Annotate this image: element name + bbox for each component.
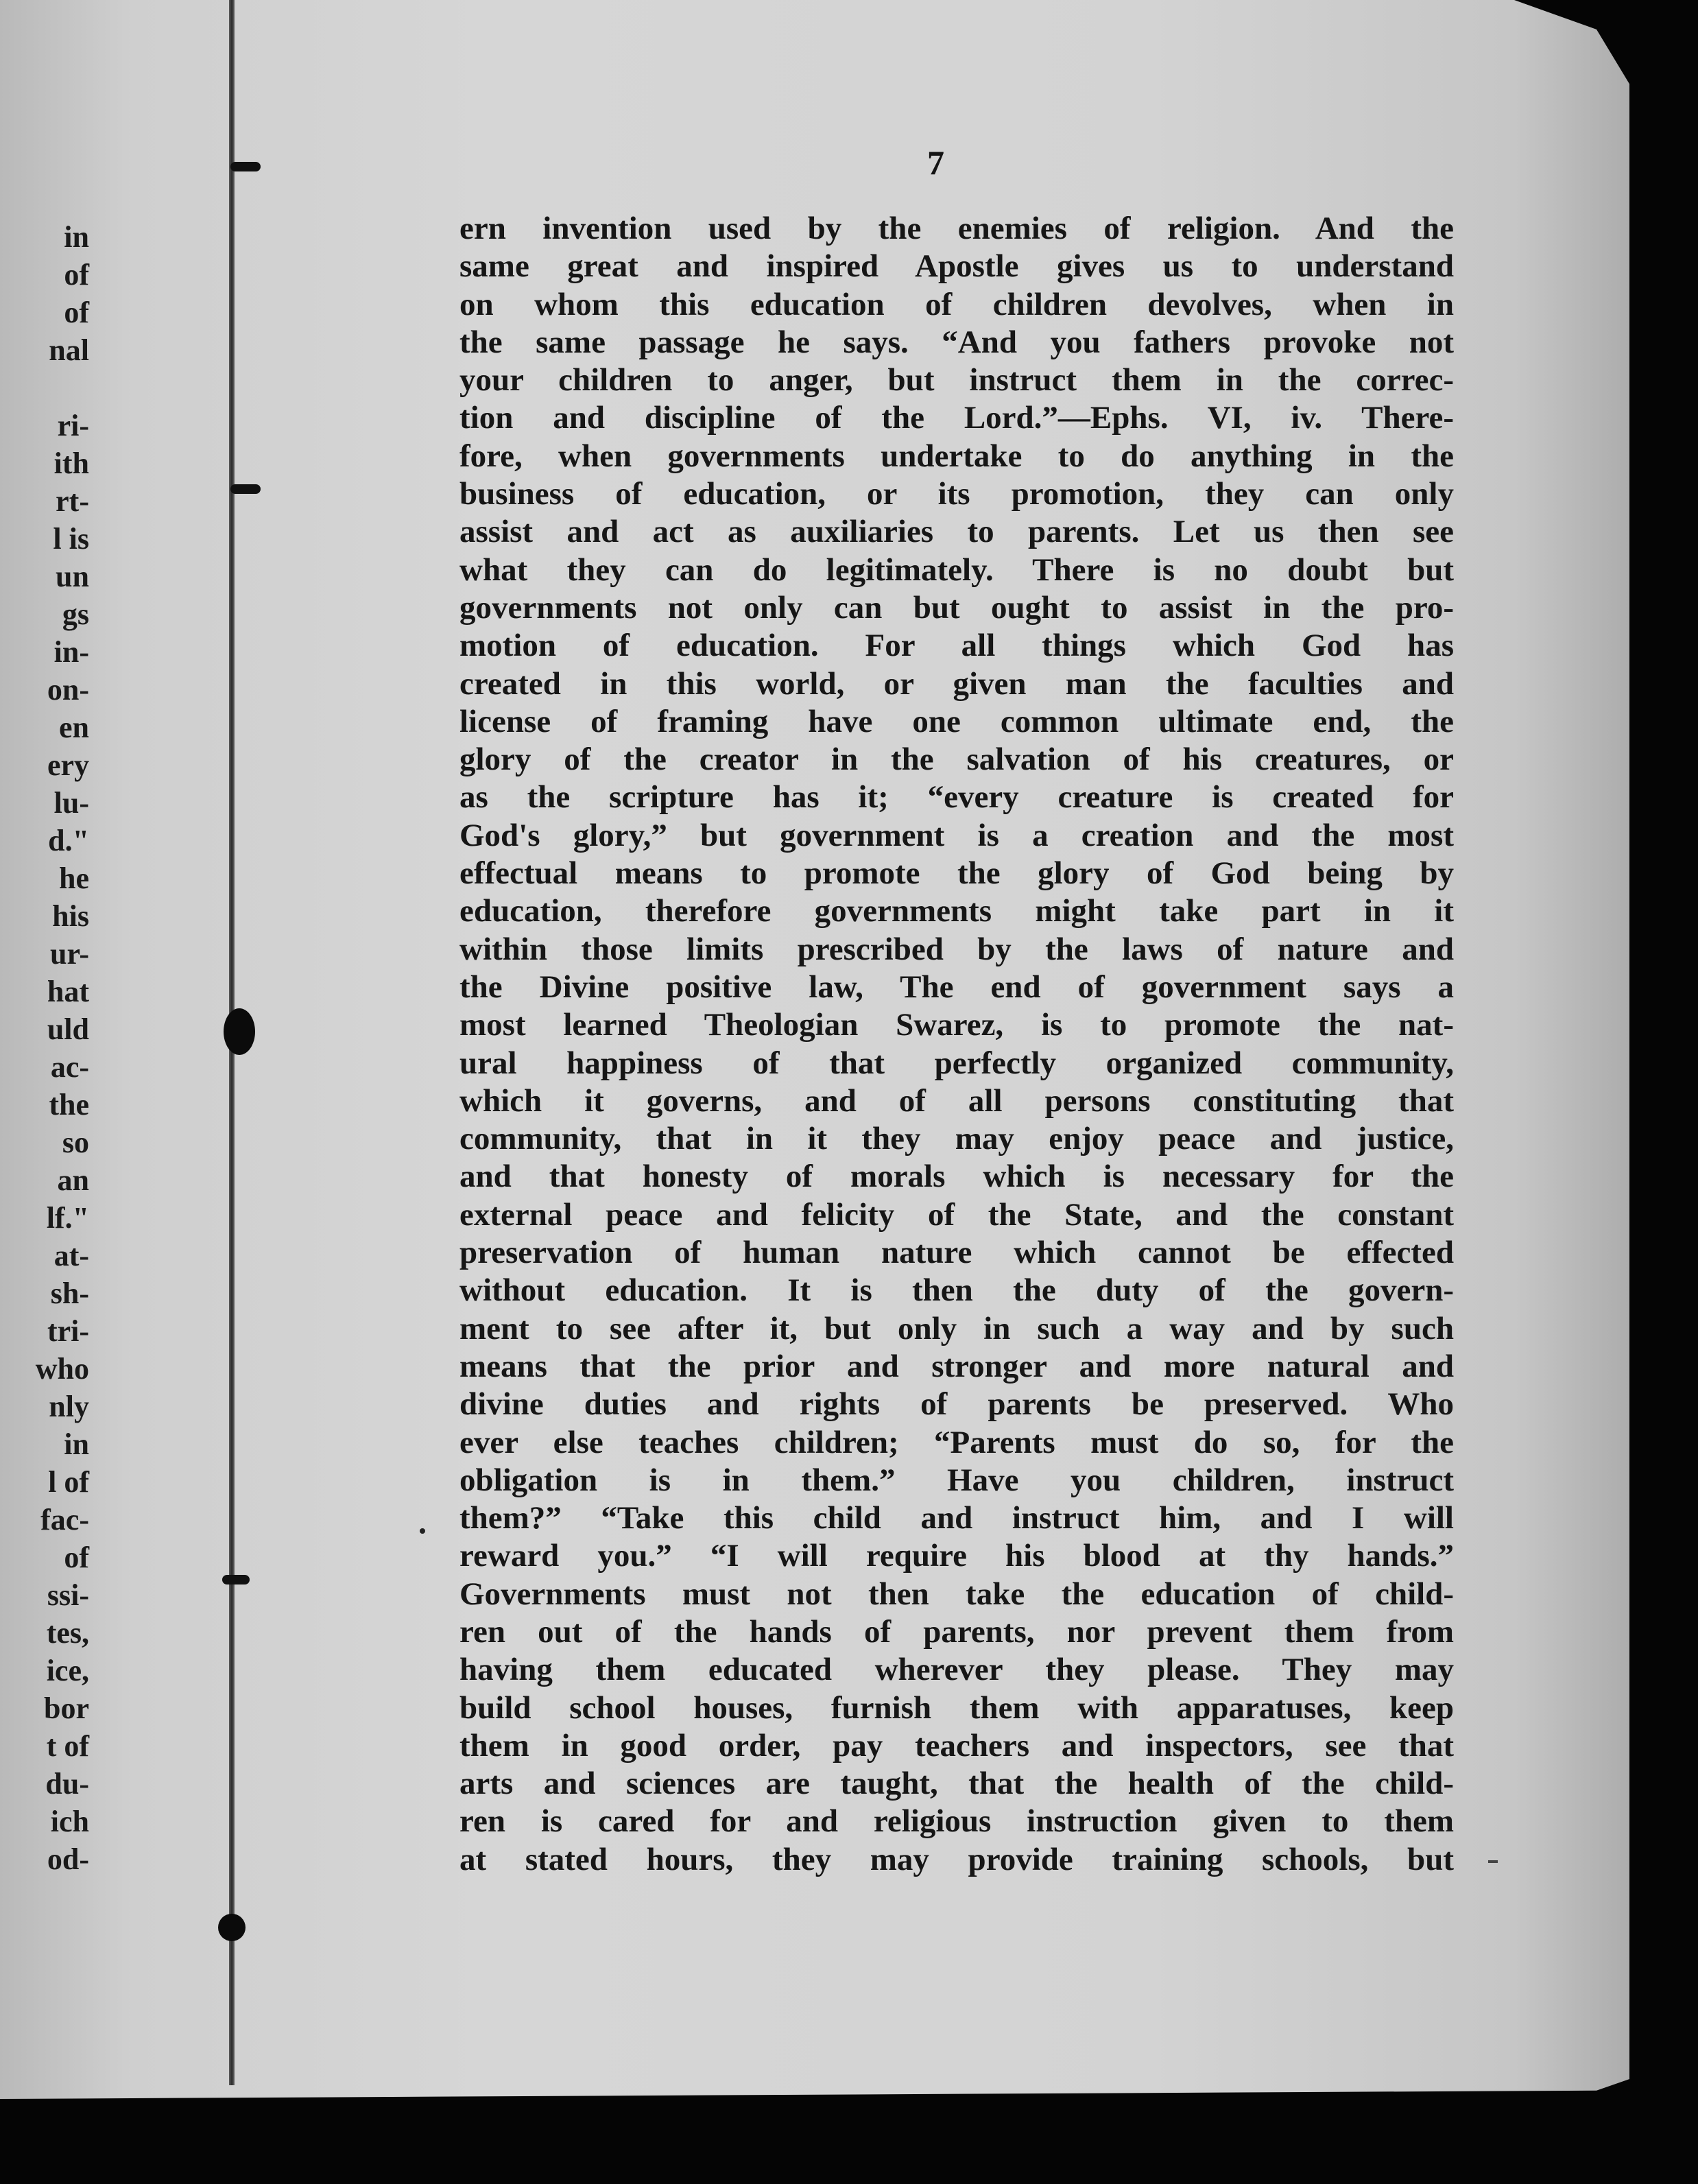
body-text-line: them in good order, pay teachers and inspectors, see that <box>459 1727 1454 1764</box>
body-text-line: the same passage he says. “And you fathers provoke not <box>459 324 1454 360</box>
left-fragment-line: od- <box>47 1842 89 1876</box>
left-fragment-line: fac- <box>40 1503 89 1536</box>
body-text-line: ever else teaches children; “Parents must do so, for the <box>459 1424 1454 1460</box>
left-fragment-line: hat <box>47 975 89 1008</box>
left-fragment-line: gs <box>62 597 89 631</box>
left-fragment-line: l of <box>48 1465 89 1499</box>
body-text-line: effectual means to promote the glory of God being by <box>459 855 1454 892</box>
body-text-line: obligation is in them.” Have you children, instruct <box>459 1462 1454 1498</box>
body-text-line: business of education, or its promotion, they can only <box>459 476 1454 512</box>
left-fragment-line: of <box>64 1541 89 1574</box>
left-fragment-line: sh- <box>50 1277 89 1310</box>
body-text-line: governments not only can but ought to assist in the pro- <box>459 589 1454 626</box>
left-fragment-line: rt- <box>56 484 89 518</box>
body-text-line: within those limits prescribed by the laws of nature and <box>459 931 1454 967</box>
body-text-line: created in this world, or given man the faculties and <box>459 665 1454 702</box>
body-text-line: education, therefore governments might take part in it <box>459 893 1454 929</box>
body-text-line: ren out of the hands of parents, nor prevent them from <box>459 1613 1454 1650</box>
ink-speck <box>420 1528 425 1534</box>
left-fragment-line: ac- <box>50 1050 89 1084</box>
body-text-line: glory of the creator in the salvation of his creatures, or <box>459 741 1454 778</box>
binding-stitch <box>230 484 261 494</box>
body-text-line: most learned Theologian Swarez, is to promote the nat- <box>459 1007 1454 1043</box>
left-fragment-line <box>0 369 89 407</box>
left-fragment-line: l is <box>53 522 89 556</box>
left-fragment-line: tri- <box>47 1314 89 1348</box>
left-fragment-line: nly <box>49 1390 89 1423</box>
left-fragment-line: d." <box>48 824 89 857</box>
left-fragment-line: in <box>64 1427 89 1461</box>
body-text-line: community, that in it they may enjoy peace and justice, <box>459 1121 1454 1157</box>
body-text-line: ren is cared for and religious instruction given to them <box>459 1803 1454 1840</box>
left-fragment-line: tes, <box>46 1616 89 1650</box>
body-text-line: same great and inspired Apostle gives us to understand <box>459 248 1454 285</box>
left-fragment-line: lu- <box>53 786 89 820</box>
body-text-line: motion of education. For all things which God has <box>459 628 1454 664</box>
left-fragment-line: on- <box>47 673 89 707</box>
body-text-line: assist and act as auxiliaries to parents. Let us then see <box>459 514 1454 550</box>
body-text-line: the Divine positive law, The end of government says a <box>459 969 1454 1005</box>
body-text-line: what they can do legitimately. There is no doubt but <box>459 551 1454 588</box>
left-fragment-line: his <box>52 899 89 933</box>
left-fragment-line: ery <box>47 748 89 782</box>
binding-stitch <box>230 162 261 171</box>
body-text-line: having them educated wherever they please. They may <box>459 1652 1454 1688</box>
book-right-edge <box>1629 69 1698 2184</box>
left-fragment-line: ri- <box>57 409 89 442</box>
body-text-line: reward you.” “I will require his blood at thy hands.” <box>459 1538 1454 1574</box>
body-text-line: ural happiness of that perfectly organized community, <box>459 1045 1454 1081</box>
left-fragment-line: in- <box>53 635 89 669</box>
left-page-fragment <box>0 218 89 1878</box>
left-fragment-line: t of <box>46 1729 89 1763</box>
left-fragment-line: en <box>59 711 89 744</box>
body-text-line: God's glory,” but government is a creation and the most <box>459 817 1454 853</box>
body-text-line: and that honesty of morals which is necessary for the <box>459 1159 1454 1195</box>
binding-knot <box>218 1914 246 1941</box>
ink-speck <box>1488 1860 1498 1863</box>
body-text-line: external peace and felicity of the State, and the constant <box>459 1196 1454 1233</box>
body-text-line: which it governs, and of all persons constituting that <box>459 1082 1454 1119</box>
body-text-line: preservation of human nature which cannot be effected <box>459 1235 1454 1271</box>
left-fragment-line: du- <box>45 1767 89 1801</box>
body-text-line: without education. It is then the duty of the govern- <box>459 1272 1454 1309</box>
body-text-line: ment to see after it, but only in such a way and by such <box>459 1310 1454 1346</box>
body-text-line: as the scripture has it; “every creature is created for <box>459 779 1454 816</box>
binding-stitch <box>222 1575 250 1584</box>
left-fragment-line: at- <box>53 1239 89 1272</box>
left-fragment-line: bor <box>44 1692 89 1725</box>
body-text-line: your children to anger, but instruct them in the correc- <box>459 362 1454 399</box>
body-text-line: ern invention used by the enemies of religion. And the <box>459 211 1454 246</box>
body-text-line: divine duties and rights of parents be preserved. Who <box>459 1386 1454 1423</box>
left-fragment-line: of <box>64 296 89 329</box>
body-text <box>459 210 1454 1879</box>
left-fragment-line: the <box>49 1088 89 1121</box>
left-fragment-line: of <box>64 258 89 292</box>
left-fragment-line: ith <box>53 447 89 480</box>
left-fragment-line: nal <box>49 333 89 367</box>
binding-knot <box>224 1008 255 1055</box>
left-fragment-line: ice, <box>46 1654 89 1687</box>
left-fragment-line: who <box>35 1352 89 1386</box>
left-fragment-line: uld <box>47 1012 89 1046</box>
body-text-line: means that the prior and stronger and more natural and <box>459 1348 1454 1384</box>
left-fragment-line: ich <box>50 1805 89 1838</box>
body-text-line: fore, when governments undertake to do anything in the <box>459 438 1454 474</box>
body-text-line: them?” “Take this child and instruct him, and I will <box>459 1500 1454 1536</box>
body-text-line: license of framing have one common ultimate end, the <box>459 703 1454 739</box>
body-text-line: arts and sciences are taught, that the health of the child- <box>459 1766 1454 1802</box>
body-text-line: on whom this education of children devolves, when in <box>459 286 1454 322</box>
left-fragment-line: ssi- <box>47 1578 89 1612</box>
body-text-line: tion and discipline of the Lord.”—Ephs. VI, iv. There- <box>459 400 1454 436</box>
body-text-line: build school houses, furnish them with apparatuses, keep <box>459 1689 1454 1726</box>
body-text-line: at stated hours, they may provide training schools, but <box>459 1841 1454 1877</box>
left-fragment-line: an <box>57 1163 89 1197</box>
left-fragment-line: ur- <box>49 937 89 971</box>
left-fragment-line: so <box>62 1126 89 1159</box>
page-number: 7 <box>927 143 944 182</box>
left-fragment-line: in <box>64 220 89 254</box>
body-text-line: Governments must not then take the education of child- <box>459 1576 1454 1612</box>
left-fragment-line: un <box>56 560 89 593</box>
left-fragment-line: lf." <box>46 1201 89 1235</box>
left-fragment-line: he <box>59 862 89 895</box>
